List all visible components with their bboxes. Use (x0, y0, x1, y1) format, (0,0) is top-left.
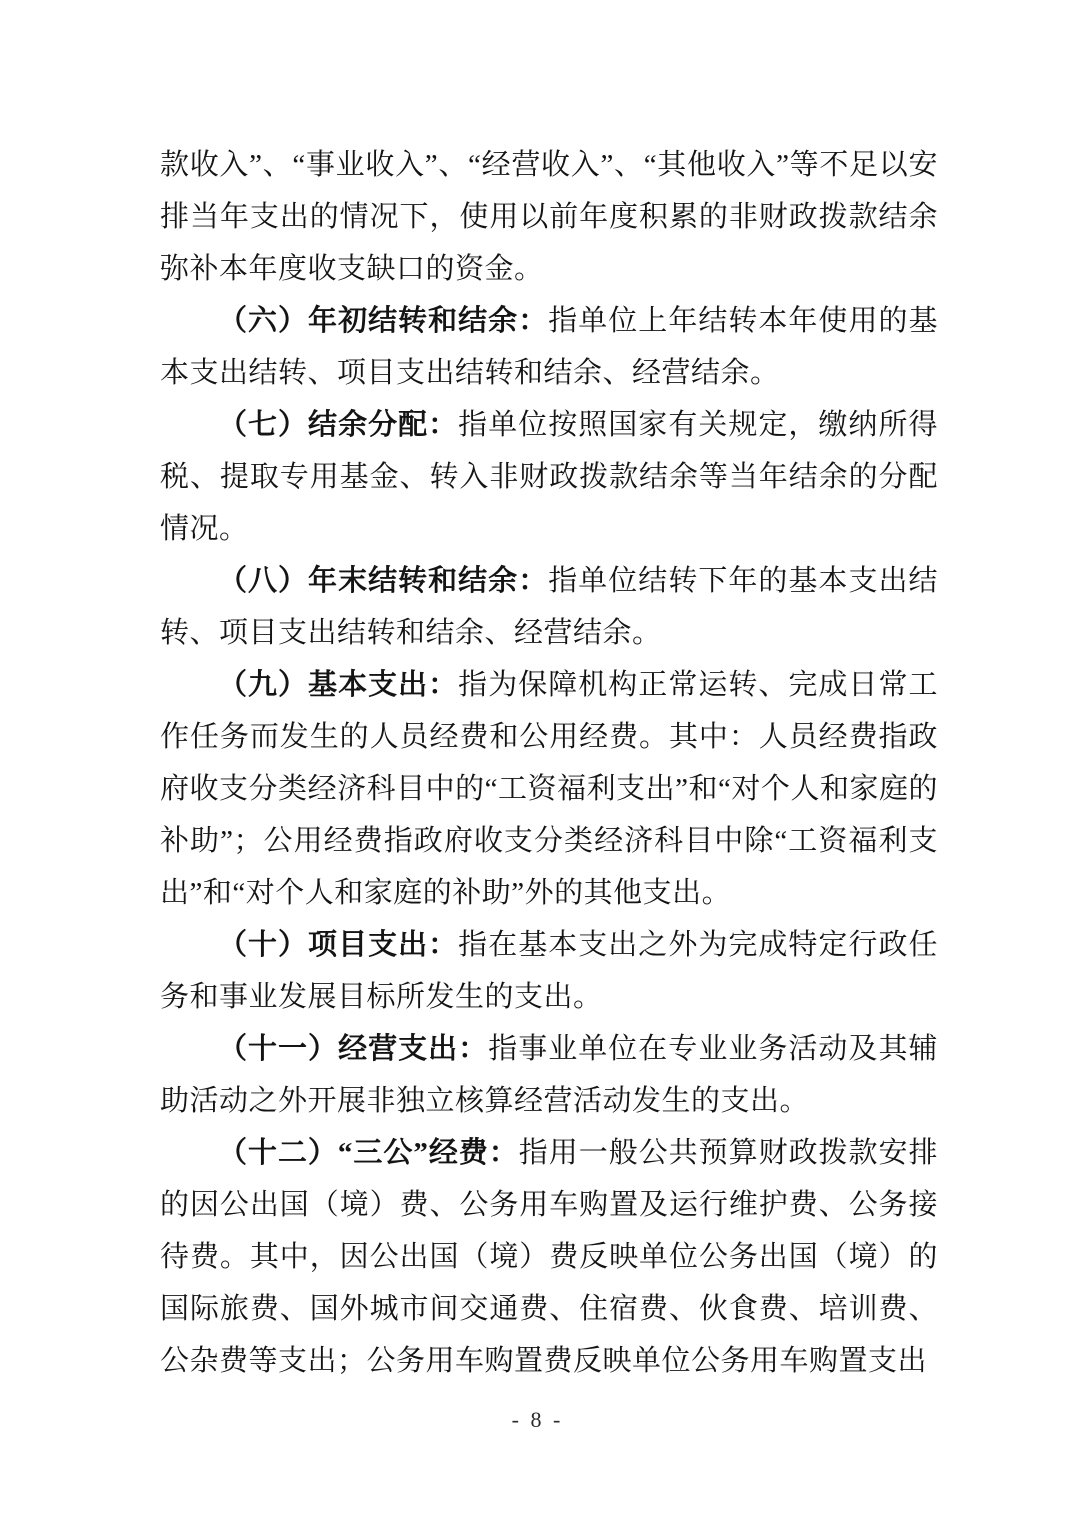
term-paragraph-9 (160, 659, 938, 919)
term-body: 指用一般公共预算财政拨款安排的因公出国（境）费、公务用车购置及运行维护费、公务接待费。其中，因公出国（境）费反映单位公务出国（境）的国际旅费、国外城市间交通费、住宿费、伙食费、培训费、公杂费等支出；公务用车购置费反映单位公务用车购置支出 (160, 1137, 938, 1377)
term-body: 指事业单位在专业业务活动及其辅助活动之外开展非独立核算经营活动发生的支出。 (160, 1033, 938, 1117)
term-paragraph-10 (160, 919, 938, 1023)
term-body: 指单位按照国家有关规定，缴纳所得税、提取专用基金、转入非财政拨款结余等当年结余的分配情况。 (160, 409, 938, 545)
term-paragraph-11 (160, 1023, 938, 1127)
term-paragraph-7 (160, 399, 938, 555)
term-body: 款收入”、“事业收入”、“经营收入”、“其他收入”等不足以安排当年支出的情况下，使用以前年度积累的非财政拨款结余弥补本年度收支缺口的资金。 (160, 149, 938, 285)
text-block (160, 139, 938, 1387)
term-body: 指为保障机构正常运转、完成日常工作任务而发生的人员经费和公用经费。其中：人员经费指政府收支分类经济科目中的“工资福利支出”和“对个人和家庭的补助”；公用经费指政府收支分类经济科目中除“工资福利支出”和“对个人和家庭的补助”外的其他支出。 (160, 669, 938, 909)
page-number: - 8 - (511, 1407, 564, 1432)
term-head: （七）结余分配： (218, 409, 459, 441)
term-body: 指单位结转下年的基本支出结转、项目支出结转和结余、经营结余。 (160, 565, 938, 649)
term-head: （九）基本支出： (218, 669, 459, 701)
term-body: 指单位上年结转本年使用的基本支出结转、项目支出结转和结余、经营结余。 (160, 305, 938, 389)
paragraph-continuation (160, 139, 938, 295)
term-paragraph-8 (160, 555, 938, 659)
term-paragraph-12 (160, 1127, 938, 1387)
term-head: （十二）“三公”经费： (218, 1137, 519, 1169)
term-head: （八）年末结转和结余： (218, 565, 549, 597)
term-head: （十一）经营支出： (218, 1033, 489, 1065)
term-head: （十）项目支出： (218, 929, 459, 961)
term-head: （六）年初结转和结余： (218, 305, 549, 337)
term-body: 指在基本支出之外为完成特定行政任务和事业发展目标所发生的支出。 (160, 929, 938, 1013)
term-paragraph-6 (160, 295, 938, 399)
